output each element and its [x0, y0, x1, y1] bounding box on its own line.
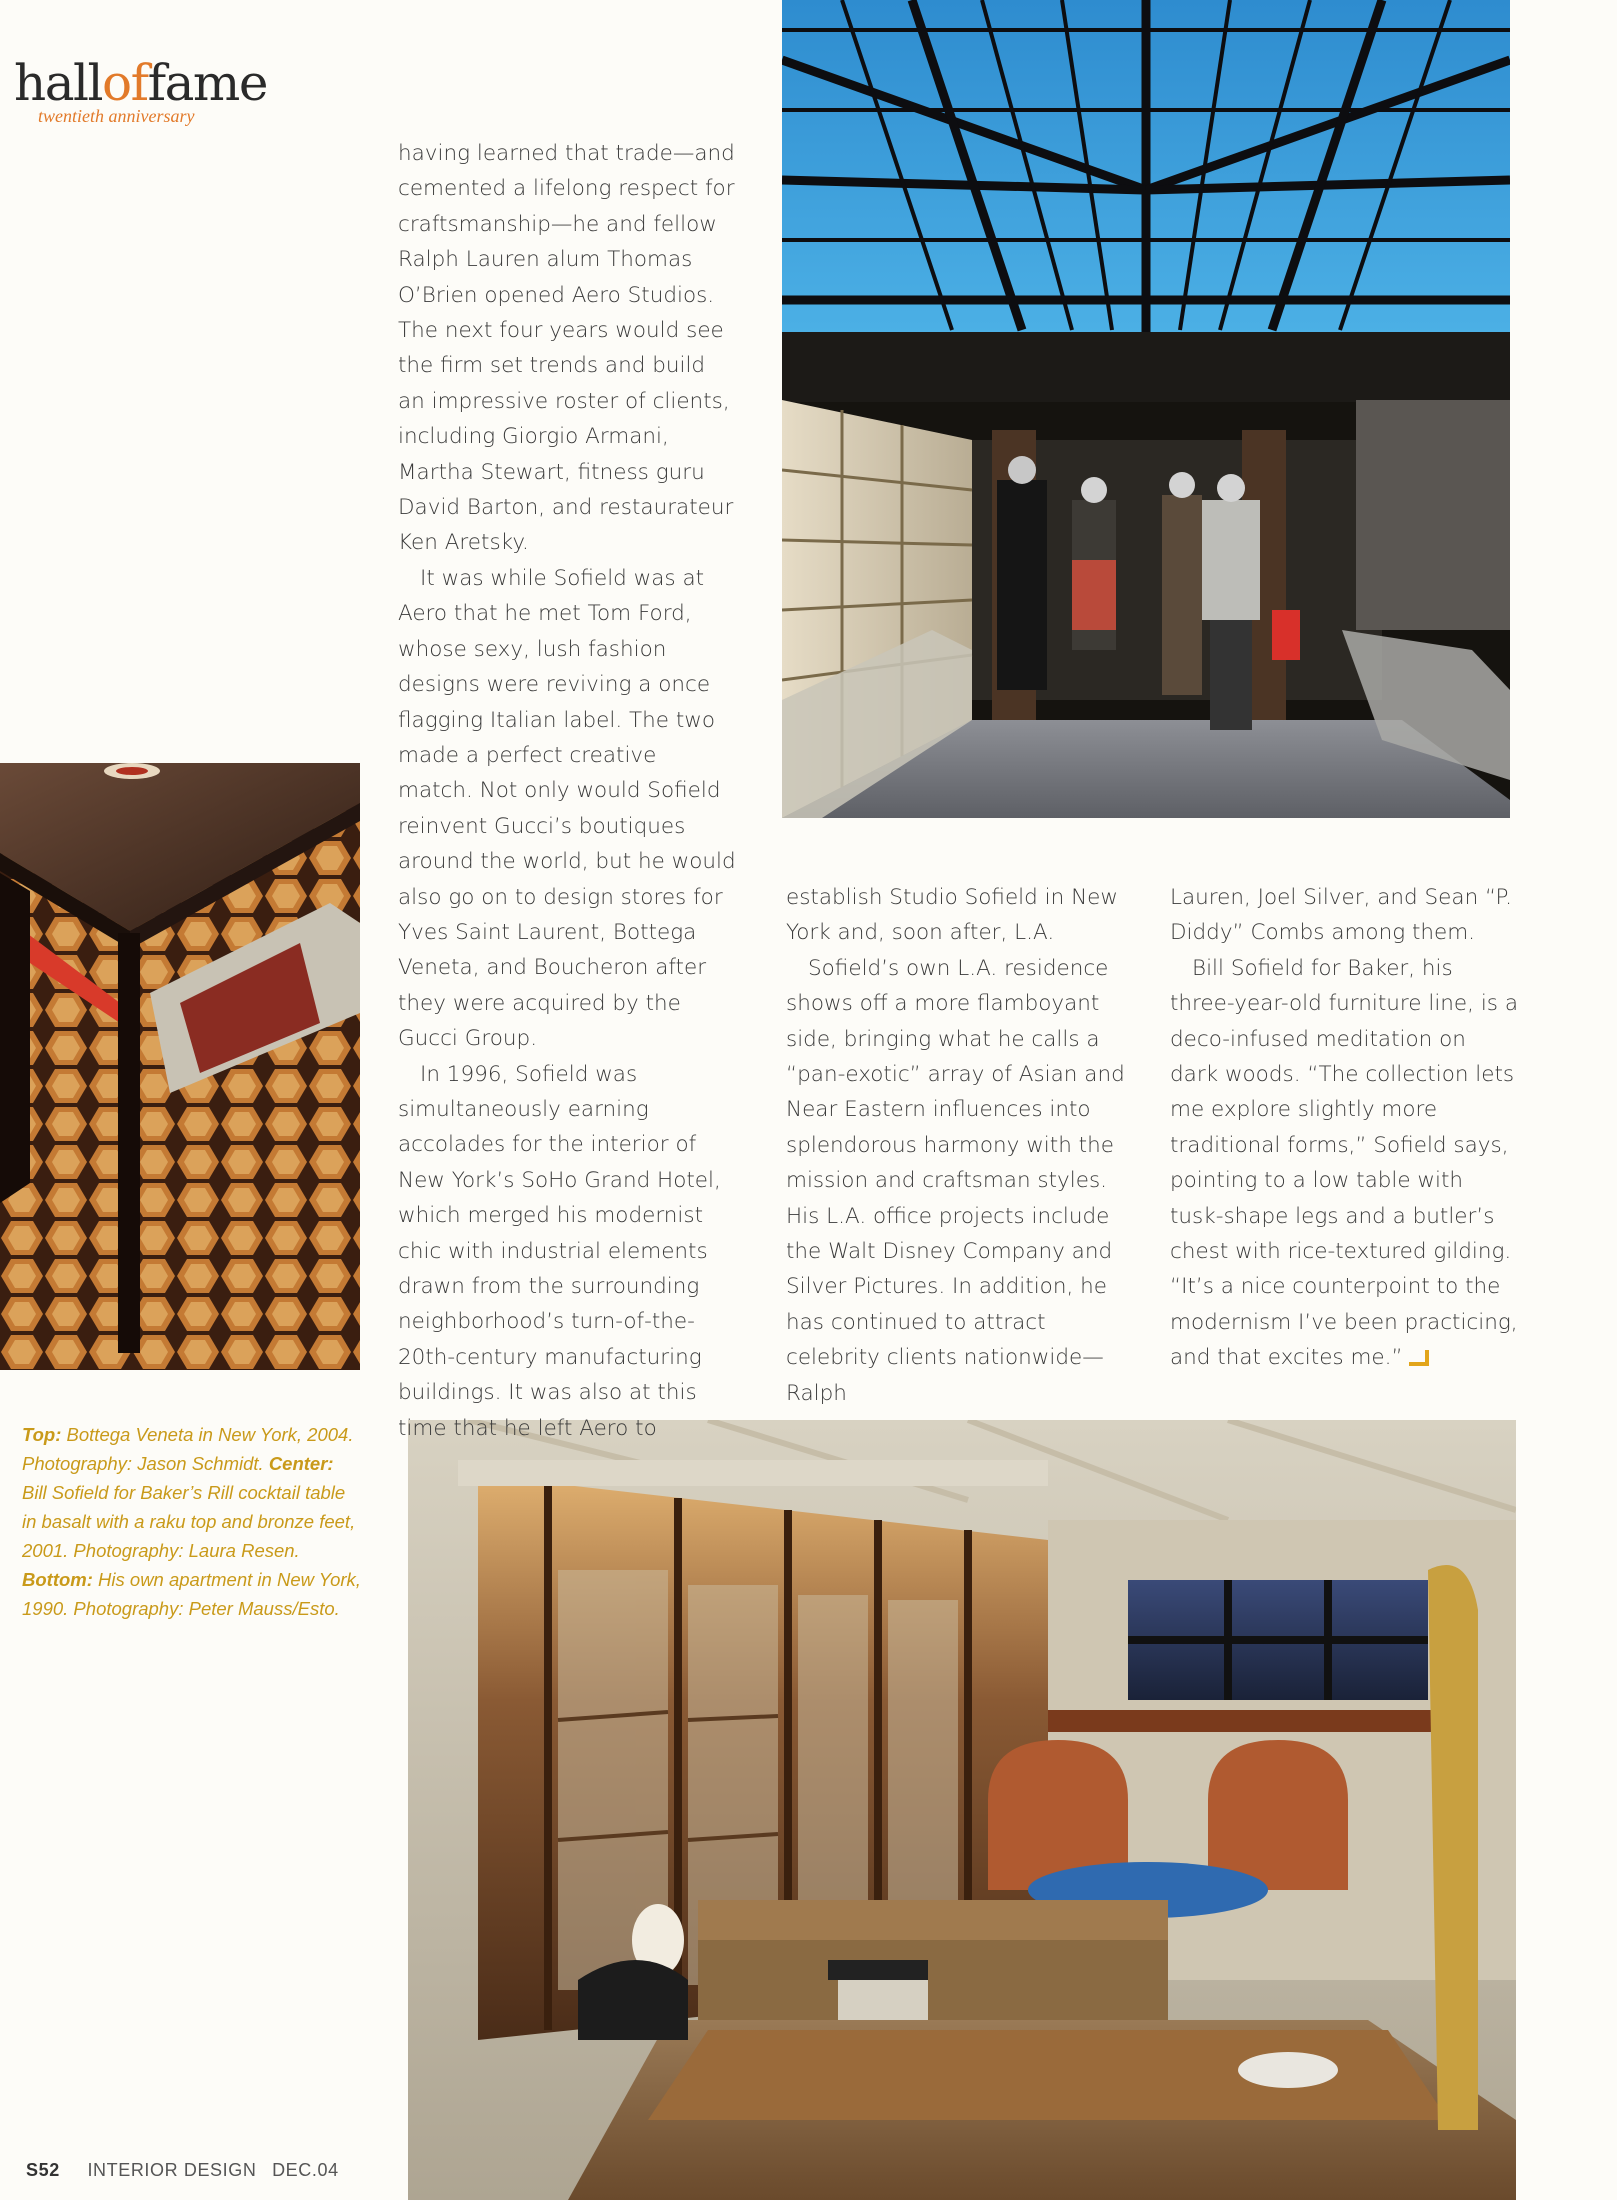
logo-wordmark	[14, 54, 267, 112]
article-paragraph: Sofield’s own L.A. residence shows off a more flamboyant side, bringing what he calls a “pan-exotic” array of Asian and Near Eastern influences into splendorous harmony with the mission and craftsman styles. His L.A. office projects include the Walt Disney Company and Silver Pictures. In addition, he has continued to attract celebrity clients nationwide—Ralph	[786, 955, 1125, 1406]
article-paragraph: In 1996, Sofield was simultaneously earning accolades for the interior of New York’s SoHo Grand Hotel, which merged his modernist chic with industrial elements drawn from the surrounding neighborhood’s turn-of-the-20th-century manufacturing buildings. It was also at this time that he left Aero to	[398, 1061, 721, 1441]
article-column-1	[398, 136, 738, 1446]
logo-of: of	[102, 54, 148, 112]
caption-bottom-text: His own apartment in New York, 1990. Photography: Peter Mauss/Esto.	[22, 1569, 361, 1619]
photo-rill-cocktail-table	[0, 763, 360, 1370]
page-footer	[26, 2160, 339, 2181]
magazine-name: INTERIOR DESIGN	[87, 2160, 257, 2180]
end-mark-icon	[1409, 1350, 1429, 1366]
article-paragraph: It was while Sofield was at Aero that he met Tom Ford, whose sexy, lush fashion designs were reviving a once flagging Italian label. The two made a perfect creative match. Not only would Sofield reinvent Gucci’s boutiques around the world, but he would also go on to design stores for Yves Saint Laurent, Bottega Veneta, and Boucheron after they were acquired by the Gucci Group.	[398, 565, 736, 1052]
caption-bottom-label: Bottom:	[22, 1569, 93, 1590]
photo-bottega-veneta-store	[782, 0, 1510, 818]
article-paragraph: having learned that trade—and cemented a lifelong respect for craftsmanship—he and fellow Ralph Lauren alum Thomas O’Brien opened Aero Studios. The next four years would see the firm set trends and build an impressive roster of clients, including Giorgio Armani, Martha Stewart, fitness guru David Barton, and restaurateur Ken Aretsky.	[398, 141, 735, 556]
issue-date: DEC.04	[272, 2160, 339, 2180]
logo-subtitle: twentieth anniversary	[38, 106, 195, 126]
page-number: S52	[26, 2160, 60, 2180]
photo-new-york-apartment	[408, 1420, 1516, 2200]
article-paragraph: establish Studio Sofield in New York and, soon after, L.A.	[786, 885, 1118, 946]
caption-center-label: Center:	[268, 1453, 334, 1474]
logo-hall: hall	[14, 54, 102, 112]
article-paragraph: Lauren, Joel Silver, and Sean “P. Diddy” Combs among them.	[1170, 885, 1512, 946]
caption-center-text: Bill Sofield for Baker’s Rill cocktail table in basalt with a raku top and bronze feet, 2001. Photography: Laura Resen.	[22, 1482, 356, 1561]
section-logo	[14, 54, 267, 127]
article-final-text: Bill Sofield for Baker, his three-year-old furniture line, is a deco-infused meditation on dark woods. “The collection lets me explore slightly more traditional forms,” Sofield says, pointing to a low table with tusk-shape legs and a butler’s chest with rice-textured gilding. “It’s a nice counterpoint to the modernism I’ve been practicing, and that excites me.”	[1170, 955, 1519, 1371]
caption-top-label: Top:	[22, 1424, 62, 1445]
article-column-2	[786, 880, 1126, 1411]
logo-fame: fame	[147, 54, 267, 112]
article-column-3	[1170, 880, 1520, 1376]
caption-top-text: Bottega Veneta in New York, 2004. Photography: Jason Schmidt.	[22, 1424, 354, 1474]
article-paragraph-final	[1170, 951, 1520, 1376]
photo-caption	[22, 1420, 362, 1623]
